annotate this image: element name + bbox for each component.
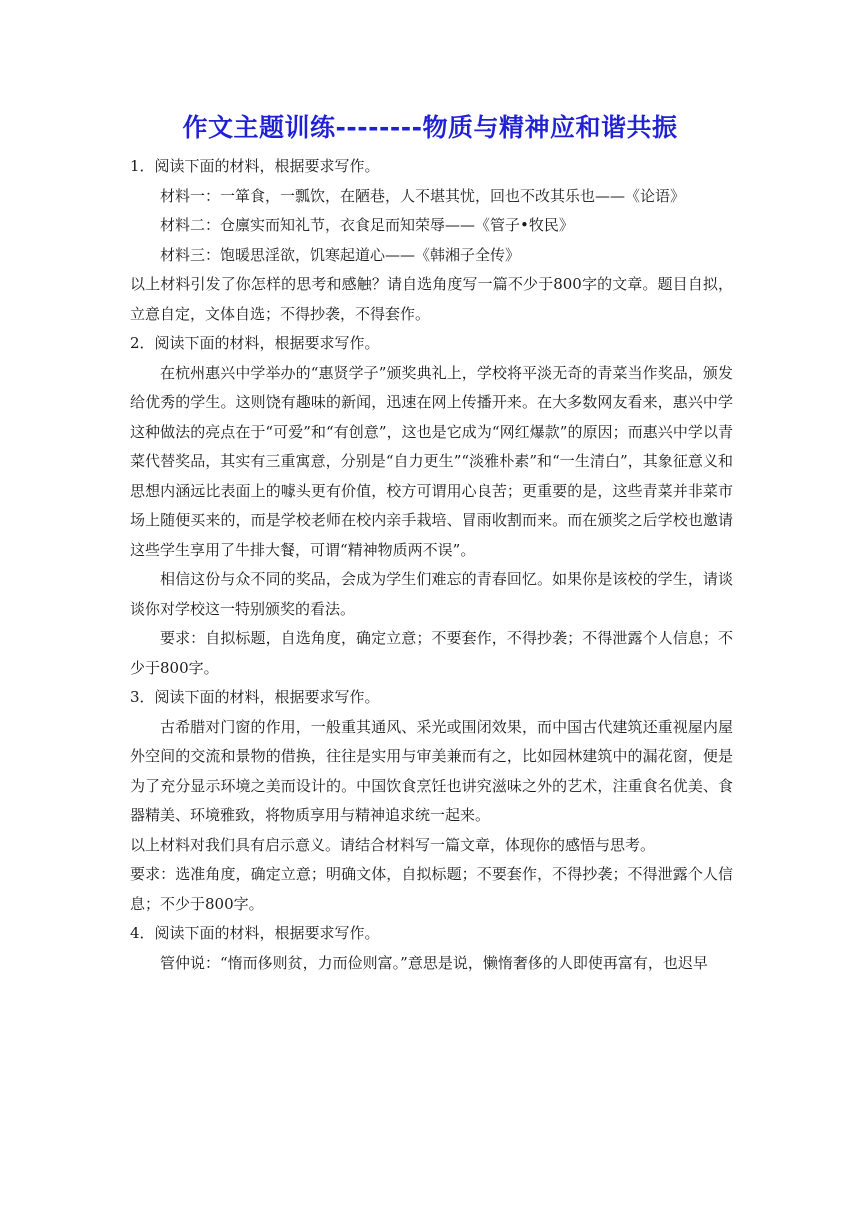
q3-requirements: 要求：选准角度，确定立意；明确文体，自拟标题；不要套作，不得抄袭；不得泄露个人信息；不少于800字。	[130, 865, 733, 913]
document-title: 作文主题训练--------物质与精神应和谐共振	[182, 113, 678, 142]
q4-heading: 4．阅读下面的材料，根据要求写作。	[130, 924, 380, 942]
q3-heading: 3．阅读下面的材料，根据要求写作。	[130, 688, 380, 706]
q1-prompt: 以上材料引发了你怎样的思考和感触？请自选角度写一篇不少于800字的文章。题目自拟，立意自定，文体自选；不得抄袭，不得套作。	[130, 275, 733, 323]
q1-heading: 1．阅读下面的材料，根据要求写作。	[130, 157, 380, 175]
q4-paragraph-1: 管仲说：“惰而侈则贫，力而俭则富。”意思是说，懒惰奢侈的人即使再富有，也迟早	[160, 953, 708, 972]
q1-material-3: 材料三：饱暖思淫欲，饥寒起道心——《韩湘子全传》	[160, 245, 521, 264]
q2-requirements: 要求：自拟标题，自选角度，确定立意；不要套作，不得抄袭；不得泄露个人信息；不少于800字。	[130, 629, 733, 677]
q1-material-2: 材料二：仓廪实而知礼节，衣食足而知荣辱——《管子•牧民》	[160, 216, 574, 234]
q2-heading: 2．阅读下面的材料，根据要求写作。	[130, 334, 380, 352]
document-body	[130, 152, 733, 978]
q2-paragraph-1: 在杭州惠兴中学举办的“惠贤学子”颁奖典礼上，学校将平淡无奇的青菜当作奖品，颁发给优秀的学生。这则饶有趣味的新闻，迅速在网上传播开来。在大多数网友看来，惠兴中学这种做法的亮点在于“可爱”和“有创意”，这也是它成为“网红爆款”的原因；而惠兴中学以青菜代替奖品，其实有三重寓意，分别是“自力更生”“淡雅朴素”和“一生清白”，其象征意义和思想内涵远比表面上的噱头更有价值，校方可谓用心良苦；更重要的是，这些青菜并非菜市场上随便买来的，而是学校老师在校内亲手栽培、冒雨收割而来。而在颁奖之后学校也邀请这些学生享用了牛排大餐，可谓“精神物质两不误”。	[130, 363, 733, 559]
q1-material-1: 材料一：一箪食，一瓢饮，在陋巷，人不堪其忧，回也不改其乐也——《论语》	[160, 186, 686, 205]
q3-paragraph-1: 古希腊对门窗的作用，一般重其通风、采光或围闭效果，而中国古代建筑还重视屋内屋外空间的交流和景物的借换，往往是实用与审美兼而有之，比如园林建筑中的漏花窗，便是为了充分显示环境之美而设计的。中国饮食烹饪也讲究滋味之外的艺术，注重食名优美、食器精美、环境雅致，将物质享用与精神追求统一起来。	[130, 717, 733, 824]
q2-paragraph-2: 相信这份与众不同的奖品，会成为学生们难忘的青春回忆。如果你是该校的学生，请谈谈你对学校这一特别颁奖的看法。	[130, 570, 733, 618]
q3-prompt: 以上材料对我们具有启示意义。请结合材料写一篇文章，体现你的感悟与思考。	[130, 835, 656, 854]
